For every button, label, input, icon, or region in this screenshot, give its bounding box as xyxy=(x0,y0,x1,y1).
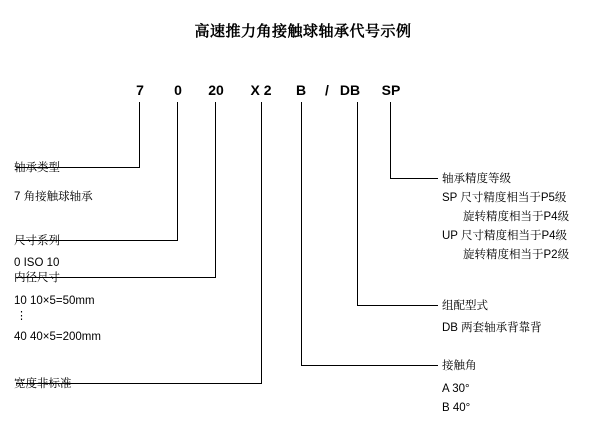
annotation-contact-angle-line-2: B 40° xyxy=(442,402,471,414)
leader-line-precision-vertical xyxy=(390,102,391,178)
leader-line-width-vertical xyxy=(261,102,262,383)
annotation-dimension-series-heading: 尺寸系列 xyxy=(14,235,60,247)
annotation-arrangement-heading: 组配型式 xyxy=(442,300,488,312)
code-char-bore: 20 xyxy=(208,82,224,98)
annotation-precision-heading: 轴承精度等级 xyxy=(442,173,511,185)
annotation-bore-size-heading: 内径尺寸 xyxy=(14,272,60,284)
code-char-slash: / xyxy=(325,82,329,98)
leader-line-bore-size-vertical xyxy=(215,102,216,277)
code-char-width: X 2 xyxy=(250,82,272,98)
leader-line-precision-horizontal xyxy=(390,178,438,179)
annotation-precision-line-1: SP 尺寸精度相当于P5级 xyxy=(442,192,567,204)
annotation-width-heading: 宽度非标准 xyxy=(14,378,72,390)
page-title: 高速推力角接触球轴承代号示例 xyxy=(194,23,412,40)
code-char-series: 0 xyxy=(174,82,182,98)
annotation-bearing-type-line-1: 7 角接触球轴承 xyxy=(14,191,93,203)
code-char-type: 7 xyxy=(136,82,144,98)
annotation-precision-line-4: 旋转精度相当于P2级 xyxy=(463,249,570,261)
annotation-precision-line-2: 旋转精度相当于P4级 xyxy=(463,211,570,223)
annotation-contact-angle-heading: 接触角 xyxy=(442,360,477,372)
leader-line-arrangement-vertical xyxy=(357,102,358,305)
annotation-precision-line-3: UP 尺寸精度相当于P4级 xyxy=(442,230,568,242)
annotation-bearing-type-heading: 轴承类型 xyxy=(14,162,60,174)
leader-line-arrangement-horizontal xyxy=(357,305,438,306)
leader-line-dimension-series-vertical xyxy=(177,102,178,240)
annotation-contact-angle-line-1: A 30° xyxy=(442,383,470,395)
annotation-bore-size-line-1: 10 10×5=50mm xyxy=(14,295,95,307)
leader-line-contact-angle-vertical xyxy=(301,102,302,365)
leader-line-contact-angle-horizontal xyxy=(301,365,438,366)
code-char-contact-angle: B xyxy=(295,82,307,98)
annotation-arrangement-line-1: DB 两套轴承背靠背 xyxy=(442,322,542,334)
annotation-bore-size-ellipsis: ⋮ xyxy=(16,310,27,322)
code-char-precision: SP xyxy=(381,82,401,98)
code-char-arrangement: DB xyxy=(339,82,361,98)
leader-line-bearing-type-vertical xyxy=(139,102,140,167)
annotation-bore-size-line-3: 40 40×5=200mm xyxy=(14,331,101,343)
annotation-dimension-series-line-1: 0 ISO 10 xyxy=(14,257,60,269)
